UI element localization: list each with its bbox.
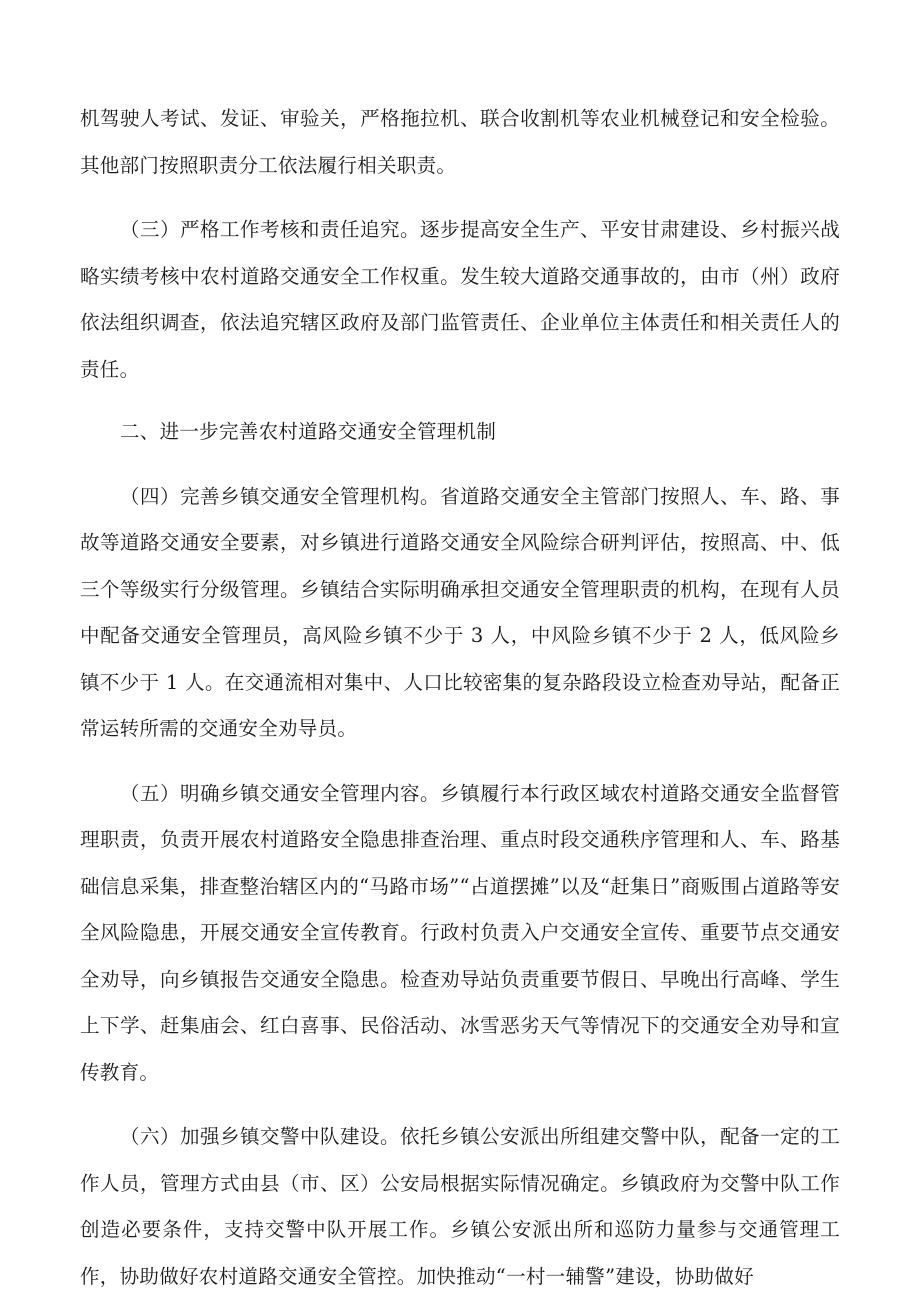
document-body: [80, 96, 840, 1300]
section-heading-2: 二、进一步完善农村道路交通安全管理机制: [119, 420, 497, 443]
paragraph-continued: 机驾驶人考试、发证、审验关，严格拖拉机、联合收割机等农业机械登记和安全检验。其他部门按照职责分工依法履行相关职责。: [80, 107, 840, 177]
paragraph-section-4: （四）完善乡镇交通安全管理机构。省道路交通安全主管部门按照人、车、路、事故等道路交通安全要素，对乡镇进行道路交通安全风险综合研判评估，按照高、中、低三个等级实行分级管理。乡镇结合实际明确承担交通安全管理职责的机构，在现有人员中配备交通安全管理员，高风险乡镇不少于 3 人，中风险乡镇不少于 2 人，低风险乡镇不少于 1 人。在交通流相对集中、人口比较密集的复杂路段设立检查劝导站，配备正常运转所需的交通安全劝导员。: [80, 484, 840, 740]
paragraph-section-3: （三）严格工作考核和责任追究。逐步提高安全生产、平安甘肃建设、乡村振兴战略实绩考核中农村道路交通安全工作权重。发生较大道路交通事故的，由市（州）政府依法组织调查，依法追究辖区政府及部门监管责任、企业单位主体责任和相关责任人的责任。: [80, 218, 840, 381]
paragraph-section-6: （六）加强乡镇交警中队建设。依托乡镇公安派出所组建交警中队，配备一定的工作人员，管理方式由县（市、区）公安局根据实际情况确定。乡镇政府为交警中队工作创造必要条件，支持交警中队开展工作。乡镇公安派出所和巡防力量参与交通管理工作，协助做好农村道路交通安全管控。加快推动“一村一辅警”建设，协助做好: [80, 1125, 840, 1288]
paragraph-section-5: （五）明确乡镇交通安全管理内容。乡镇履行本行政区域农村道路交通安全监督管理职责，负责开展农村道路安全隐患排查治理、重点时段交通秩序管理和人、车、路基础信息采集，排查整治辖区内的“马路市场”“占道摆摊”以及“赶集日”商贩围占道路等安全风险隐患，开展交通安全宣传教育。行政村负责入户交通安全宣传、重要节点交通安全劝导，向乡镇报告交通安全隐患。检查劝导站负责重要节假日、早晚出行高峰、学生上下学、赶集庙会、红白喜事、民俗活动、冰雪恶劣天气等情况下的交通安全劝导和宣传教育。: [80, 781, 840, 1084]
